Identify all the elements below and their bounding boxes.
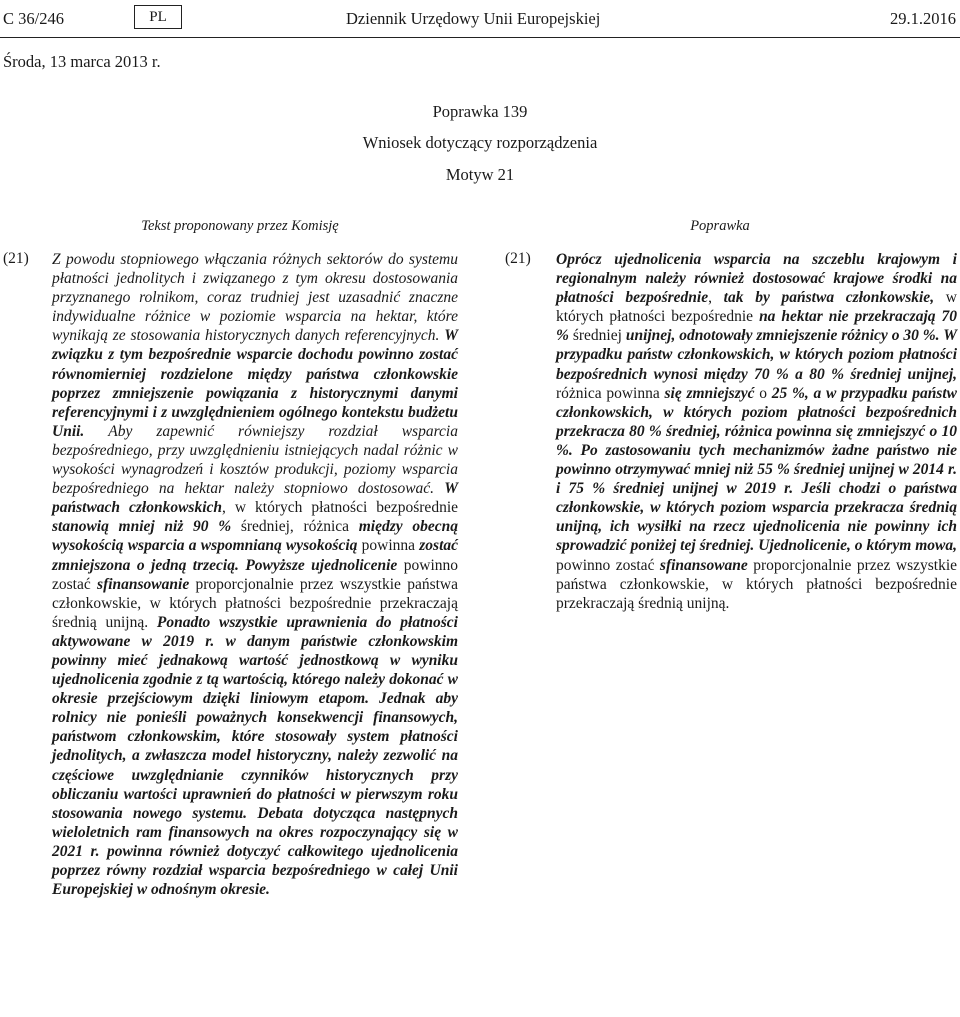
commission-text-body [52,250,458,899]
text-run: średniej, różnica [231,518,359,536]
publication-date: 29.1.2016 [890,9,956,28]
text-run: w których płatności bezpośrednie [556,289,957,326]
commission-text-heading: Tekst proponowany przez Komisję [141,218,339,234]
amendment-heading: Poprawka [690,218,750,234]
text-run: różnica powinna [556,384,665,402]
amendment-title: Poprawka 139 [432,102,528,121]
text-run: Oprócz ujednolicenia wsparcia na szczeblu krajowym i regionalnym należy również dostosować krajowe środki na płatności bezpośrednie [556,251,957,307]
text-run: Aby zapewnić równiejszy rozdział wsparcia bezpośredniego, przy uwzględnieniu istniejących nadal różnic w wysokości wynagrodzeń i kosztów produkcji, poziomy wsparcia bezpośredniego na hektar należy stopniowo dostosować. [52,422,458,498]
text-run: proporcjonalnie przez wszystkie państwa członkowskie, w których płatności bezpośrednie przekraczają średnią unijną. [556,556,958,612]
text-run: sfinansowane [659,556,748,574]
text-run: sfinansowanie [97,575,190,593]
proposal-title: Wniosek dotyczący rozporządzenia [362,133,598,152]
text-run: W państwach członkowskich [52,480,458,517]
recital-title: Motyw 21 [445,165,515,184]
page-reference: C 36/246 [3,9,64,28]
text-run: proporcjonalnie przez wszystkie państwa członkowskie, w których płatności bezpośrednie przekraczają średnią unijną. [52,575,458,631]
text-run: stanowią mniej niż 90 % [52,518,232,536]
right-recital-number: (21) [505,250,531,267]
text-run: powinno zostać [556,556,660,574]
text-run: Z powodu stopniowego włączania różnych sektorów do systemu płatności jednolitych i związanego z tym okresu dostosowania przyznanego rolnikom, coraz trudniej jest uzasadnić znaczne indywidualne różnice w poziomie wsparcia na hektar, które wynikają ze stosowania historycznych danych referencyjnych. [52,251,458,345]
left-recital-number: (21) [3,250,29,267]
header-rule [0,37,960,38]
text-run: , w których płatności bezpośrednie [222,499,459,517]
sitting-date: Środa, 13 marca 2013 r. [3,52,161,71]
text-run: 25 %, a w przypadku państw członkowskich, w których poziom płatności bezpośrednich przekracza 80 % średniej, różnica powinna się zmniejszyć o 10 %. Po zastosowaniu tych mechanizmów żadne państwo nie powinno otrzymywać mniej niż 55 % średniej unijnej w 2014 r. i 75 % średniej unijnej w 2019 r. Jeśli chodzi o państwa członkowskie, w których poziom wsparcia przekracza średnią unijną, ich wysiłki na rzecz ujednolicenia nie powinny ich sprowadzić poniżej tej średniej. Ujednolicenie, o którym mowa, [556,384,957,555]
text-run: na hektar nie przekraczają 70 % [556,308,957,345]
journal-title: Dziennik Urzędowy Unii Europejskiej [346,9,601,28]
text-run: W związku z tym bezpośrednie wsparcie dochodu powinno zostać równomierniej rozdzielone między państwa członkowskie poprzez zmniejszenie powiązania z historycznymi danymi referencyjnymi i z uwzględnieniem ogólnego kontekstu budżetu Unii. [52,327,458,440]
text-run: unijnej, odnotowały zmniejszenie różnicy o 30 %. W przypadku państw członkowskich, w których poziom płatności bezpośrednich wynosi między 70 % a 80 % średniej unijnej, [556,327,957,383]
text-run: , [708,289,724,307]
text-run: zostać zmniejszona o jedną trzecią. Powyższe ujednolicenie [52,537,458,574]
language-badge: PL [134,5,182,29]
text-run: tak by państwa członkowskie, [723,289,935,307]
text-run: o [754,384,772,402]
text-run: powinna [357,537,420,555]
amendment-text-body [556,250,957,613]
text-run: między obecną wysokością wsparcia a wspomnianą wysokością [52,518,458,555]
text-run: się zmniejszyć [664,384,755,402]
text-run: Ponadto wszystkie uprawnienia do płatności aktywowane w 2019 r. w danym państwie członkowskim powinny mieć jednakową wartość jednostkową w wyniku ujednolicenia zgodnie z tą wartością, którego należy dokonać w okresie przejściowym dzięki liniowym etapom. Jednak aby rolnicy nie ponieśli poważnych konsekwencji finansowych, państwom członkowskim, które stosowały system płatności jednolitych, a zwłaszcza model historyczny, należy zezwolić na częściowe uwzględnianie czynników historycznych przy obliczaniu wartości uprawnień do płatności w pierwszym roku stosowania nowego systemu. Debata dotycząca następnych wieloletnich ram finansowych na okres rozpoczynający się w 2021 r. powinna również dotyczyć całkowitego ujednolicenia poprzez równy rozdział wsparcia bezpośredniego w całej Unii Europejskiej w odnośnym okresie. [52,613,458,899]
text-run: powinno zostać [52,556,458,593]
journal-header [0,0,960,40]
text-run: średniej [568,327,626,345]
